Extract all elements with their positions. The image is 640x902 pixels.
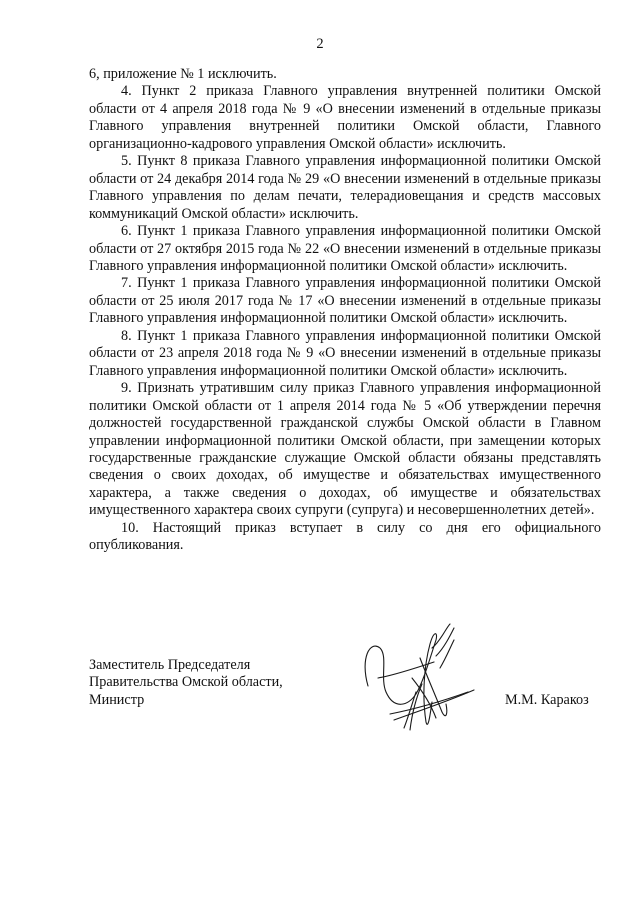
signatory-name: М.М. Каракоз [505,692,589,708]
paragraph-item-4: 4. Пункт 2 приказа Главного управления внутренней политики Омской области от 4 апреля 2018 года № 9 «О внесении изменений в отдельные приказы Главного управления внутренней политики Омской области, Главного организационно-кадрового управления Омской области» исключить. [89,83,601,152]
paragraph-item-7: 7. Пункт 1 приказа Главного управления информационной политики Омской области от 25 июля 2017 года № 17 «О внесении изменений в отдельные приказы Главного управления информационной политики Омской области» исключить. [89,275,601,327]
handwritten-signature [350,618,500,738]
document-body [89,66,601,555]
paragraph-item-5: 5. Пункт 8 приказа Главного управления информационной политики Омской области от 24 декабря 2014 года № 29 «О внесении изменений в отдельные приказы Главного управления по делам печати, телерадиовещания и средств массовых коммуникаций Омской области» исключить. [89,153,601,222]
page-number: 2 [316,36,324,52]
signatory-title-line3: Министр [89,691,145,708]
signatory-title-line1: Заместитель Председателя [89,657,251,673]
paragraph-item-6: 6. Пункт 1 приказа Главного управления информационной политики Омской области от 27 октября 2015 года № 22 «О внесении изменений в отдельные приказы Главного управления информационной политики Омской области» исключить. [89,223,601,274]
paragraph-item-8: 8. Пункт 1 приказа Главного управления информационной политики Омской области от 23 апреля 2018 года № 9 «О внесении изменений в отдельные приказы Главного управления информационной политики Омской области» исключить. [89,327,601,379]
paragraph-item-9: 9. Признать утратившим силу приказ Главного управления информационной политики Омской области от 1 апреля 2014 года № 5 «Об утверждении перечня должностей государственной гражданской службы Омской области в Главном управлении информационной политики Омской области, при замещении которых государственные гражданские служащие Омской области обязаны представлять сведения о своих доходах, об имуществе и обязательствах имущественного характера, а также сведения о доходах, об имуществе и обязательствах имущественного характера своих супруги (супруга) и несовершеннолетних детей». [89,380,601,519]
signatory-title [89,657,283,709]
signatory-title-line2: Правительства Омской области, [89,674,283,691]
paragraph-continuation: 6, приложение № 1 исключить. [89,66,277,82]
paragraph-item-10: 10. Настоящий приказ вступает в силу со дня его официального опубликования. [89,519,601,554]
